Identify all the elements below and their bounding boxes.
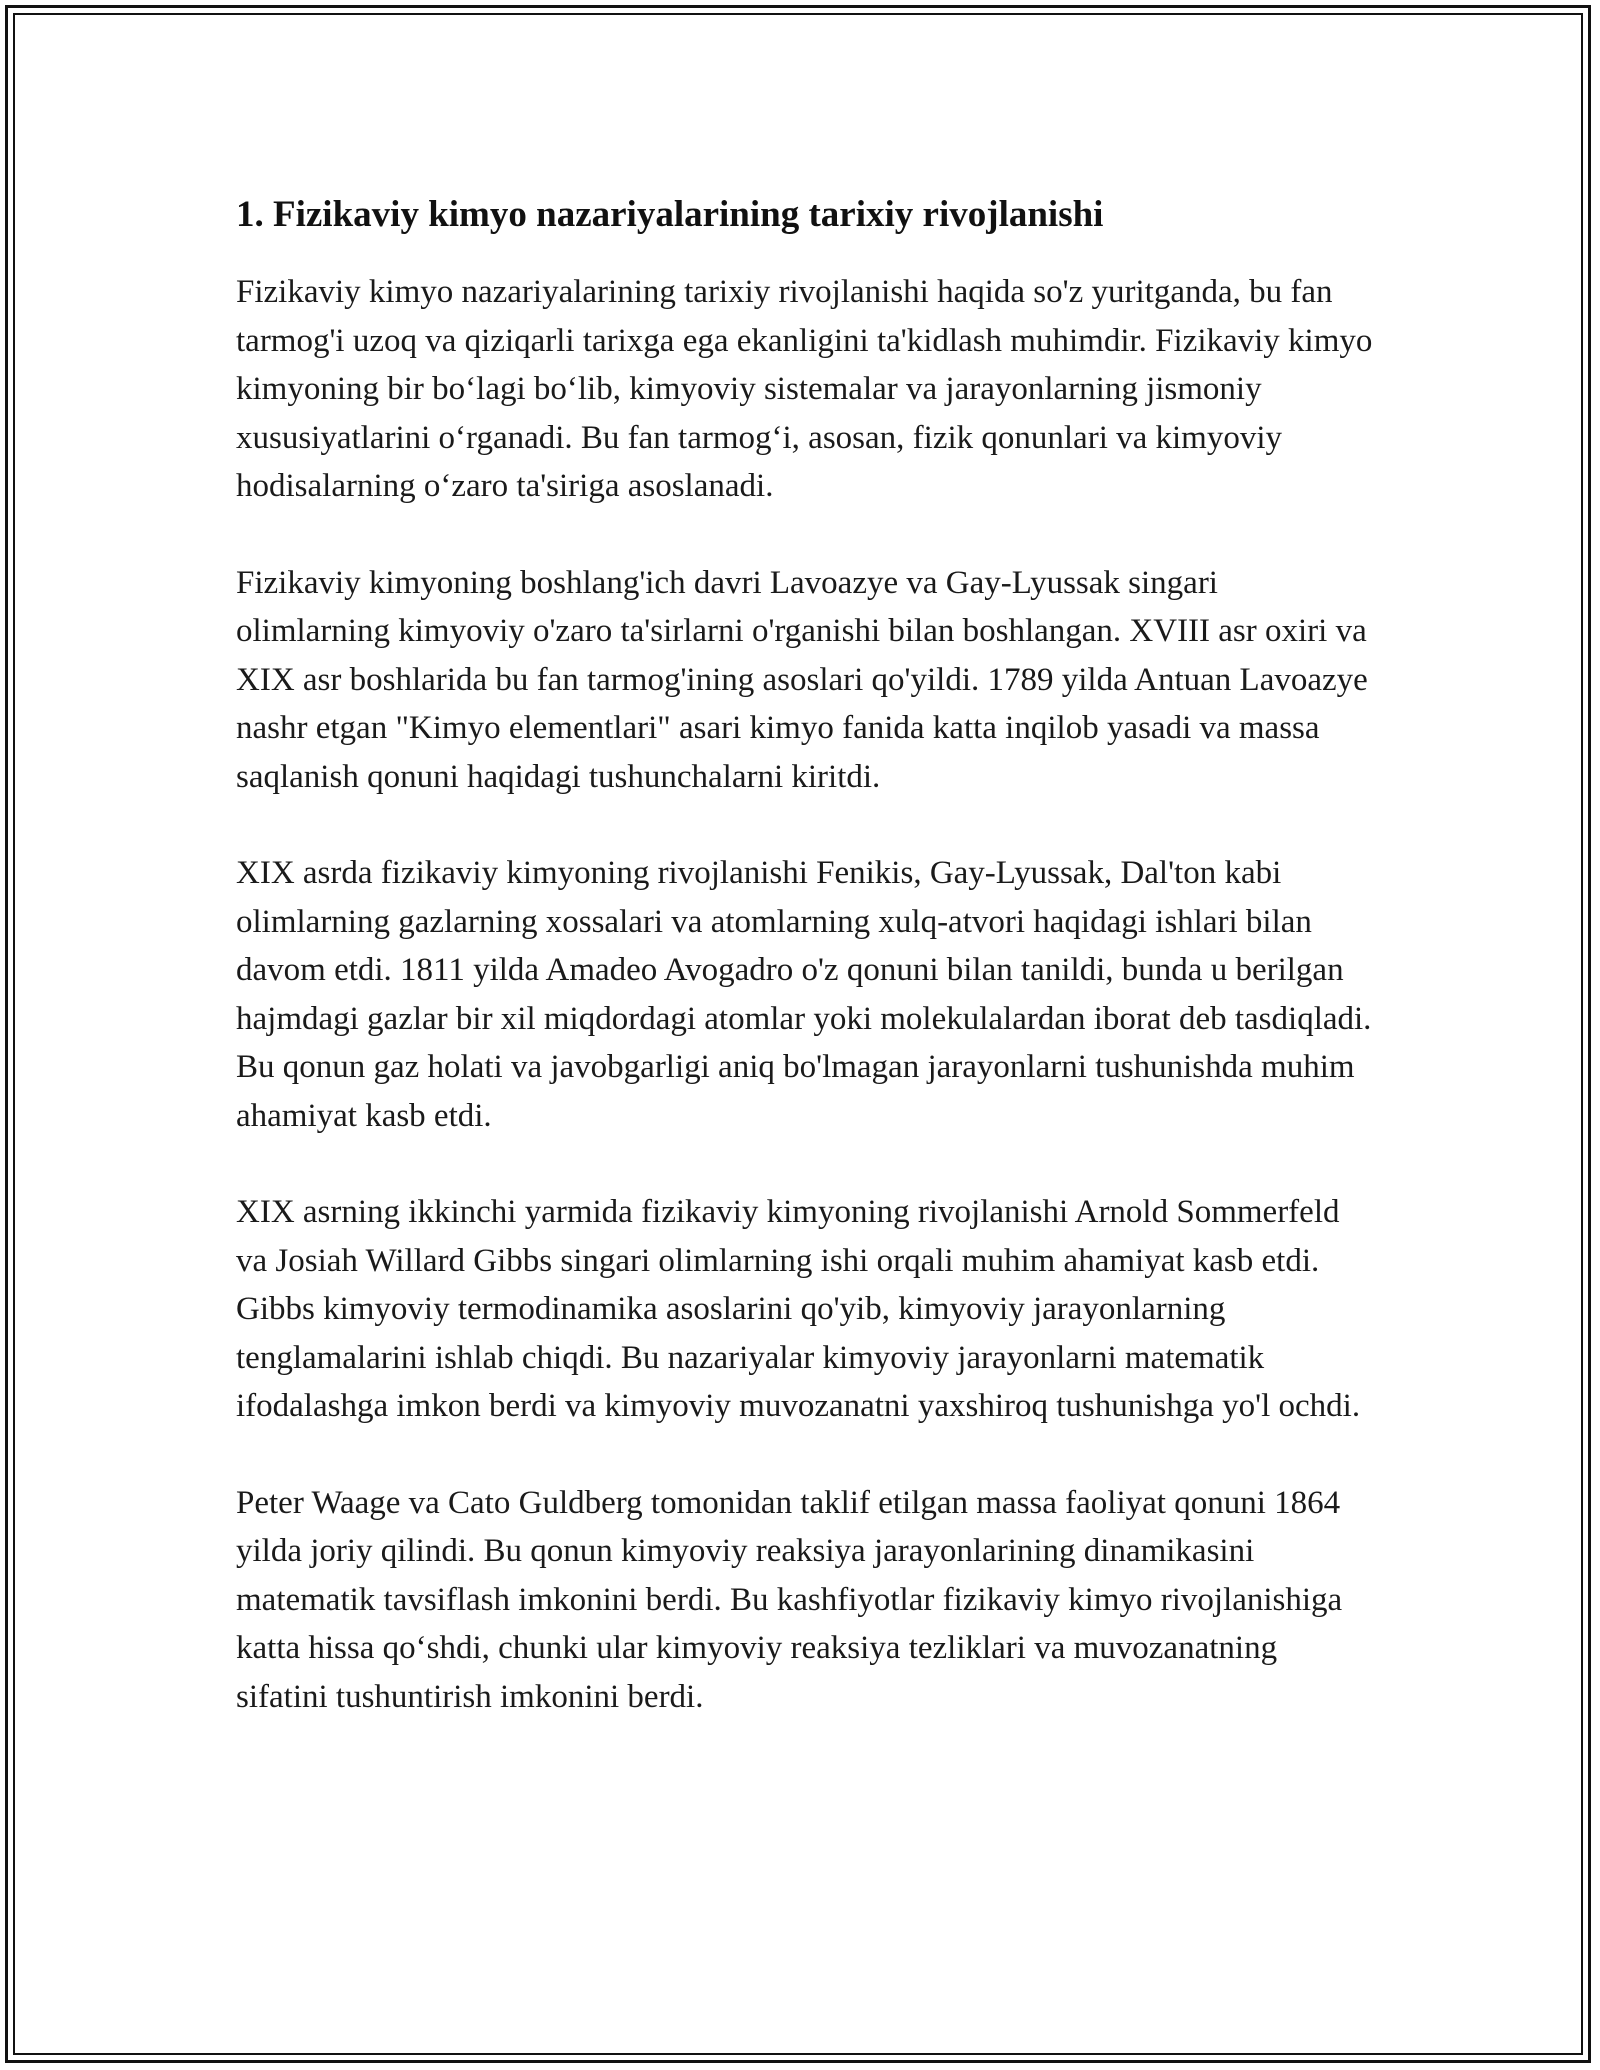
paragraph-1: Fizikaviy kimyo nazariyalarining tarixiy rivojlanishi haqida so'z yuritganda, bu fan tarmog'i uzoq va qiziqarli tarixga ega ekanligini ta'kidlash muhimdir. Fizikaviy kimyo kimyoning bir bo‘lagi bo‘lib, kimyoviy sistemalar va jarayonlarning jismoniy xususiyatlarini o‘rganadi. Bu fan tarmog‘i, asosan, fizik qonunlari va kimyoviy hodisalarning o‘zaro ta'siriga asoslanadi. <box>236 274 1373 504</box>
paragraph-5: Peter Waage va Cato Guldberg tomonidan taklif etilgan massa faoliyat qonuni 1864 yilda joriy qilindi. Bu qonun kimyoviy reaksiya jarayonlarining dinamikasini matematik tavsiflash imkonini berdi. Bu kashfiyotlar fizikaviy kimyo rivojlanishiga katta hissa qo‘shdi, chunki ular kimyoviy reaksiya tezliklari va muvozanatning sifatini tushuntirish imkonini berdi. <box>236 1484 1343 1715</box>
paragraph-2: Fizikaviy kimyoning boshlang'ich davri Lavoazye va Gay-Lyussak singari olimlarning kimyoviy o'zaro ta'sirlarni o'rganishi bilan boshlangan. XVIII asr oxiri va XIX asr boshlarida bu fan tarmog'ining asoslari qo'yildi. 1789 yilda Antuan Lavoazye nashr etgan "Kimyo elementlari" asari kimyo fanida katta inqilob yasadi va massa saqlanish qonuni haqidagi tushunchalarni kiritdi. <box>236 564 1368 795</box>
paragraph-4: XIX asrning ikkinchi yarmida fizikaviy kimyoning rivojlanishi Arnold Sommerfeld va Josiah Willard Gibbs singari olimlarning ishi orqali muhim ahamiyat kasb etdi. Gibbs kimyoviy termodinamika asoslarini qo'yib, kimyoviy jarayonlarning tenglamalarini ishlab chiqdi. Bu nazariyalar kimyoviy jarayonlarni matematik ifodalashga imkon berdi va kimyoviy muvozanatni yaxshiroq tushunishga yo'l ochdi. <box>236 1194 1361 1424</box>
document-body <box>236 190 1376 1769</box>
page-title: 1. Fizikaviy kimyo nazariyalarining tarixiy rivojlanishi <box>236 194 1104 235</box>
paragraph-3: XIX asrda fizikaviy kimyoning rivojlanishi Fenikis, Gay-Lyussak, Dal'ton kabi olimlarning gazlarning xossalari va atomlarning xulq-atvori haqidagi ishlari bilan davom etdi. 1811 yilda Amadeo Avogadro o'z qonuni bilan tanildi, bunda u berilgan hajmdagi gazlar bir xil miqdordagi atomlar yoki molekulalardan iborat deb tasdiqladi. Bu qonun gaz holati va javobgarligi aniq bo'lmagan jarayonlarni tushunishda muhim ahamiyat kasb etdi. <box>236 855 1372 1134</box>
